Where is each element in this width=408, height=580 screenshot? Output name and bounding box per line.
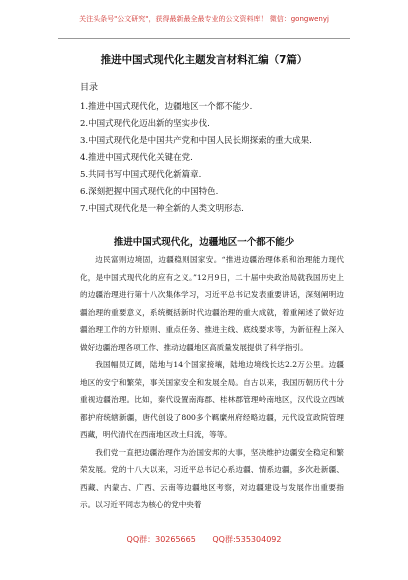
toc-item-5[interactable]: 5.共同书写中国式现代化新篇章.	[80, 170, 202, 180]
header-divider	[58, 38, 350, 39]
footer	[0, 534, 408, 545]
section-title: 推进中国式现代化，边疆地区一个都不能少	[113, 237, 295, 248]
toc-item-7[interactable]: 7.中国式现代化是一种全新的人类文明形态.	[80, 204, 244, 214]
toc-item-2[interactable]: 2.中国式现代化迈出新的坚实步伐.	[80, 119, 210, 129]
document-title: 推进中国式现代化主题发言材料汇编（7篇）	[100, 54, 308, 66]
table-of-contents	[80, 80, 380, 218]
toc-heading: 目录	[80, 83, 99, 93]
paragraph-2: 我国幅员辽阔，陆地与14个国家接壤，陆地边境线长达2.2万公里。边疆地区的安宁和繁荣，事关国家安全和发展全局。自古以来，我国历朝历代十分重视边疆治理。比如，秦代设置南海郡、桂林郡管理岭南地区，汉代设立西域都护府统辖新疆，唐代创设了800多个羁縻州府经略边疆，元代设宣政院管理西藏，明代清代在西南地区改土归流，等等。	[80, 360, 344, 439]
paragraph-3: 我们党一直把边疆治理作为治国安邦的大事，坚决维护边疆安全稳定和繁荣发展。党的十八大以来，习近平总书记心系边疆、情系边疆，多次赴新疆、西藏、内蒙古、广西、云南等边疆地区考察，对边疆建设与发展作出重要指示。以习近平同志为核心的党中央着	[80, 447, 344, 509]
footer-qq-group-2: QQ群:535304092	[212, 535, 282, 544]
toc-item-1[interactable]: 1.推进中国式现代化，边疆地区一个都不能少.	[80, 102, 253, 112]
footer-qq-group-1: QQ群：30265665	[126, 535, 196, 544]
body-text	[80, 251, 344, 514]
header-banner: 关注头条号"公文研究"，获得最新最全最专业的公文资料库！ 微信：gongwenyj	[79, 15, 329, 23]
toc-list	[80, 99, 380, 218]
toc-item-6[interactable]: 6.深刻把握中国式现代化的中国特色.	[80, 187, 219, 197]
toc-item-4[interactable]: 4.推进中国式现代化关键在党.	[80, 153, 193, 163]
toc-item-3[interactable]: 3.中国式现代化是中国共产党和中国人民长期探索的重大成果.	[80, 136, 312, 146]
paragraph-1: 边民富则边境固，边疆稳则国家安。“推进边疆治理体系和治理能力现代化，是中国式现代化的应有之义。”12月9日，二十届中央政治局就我国历史上的边疆治理进行第十八次集体学习，习近平总书记发表重要讲话，深刻阐明边疆治理的重要意义，系统概括新时代边疆治理的重大成就，着重阐述了做好边疆治理工作的方针原则、重点任务、推进主线、底线要求等，为新征程上深入做好边疆治理各项工作、推动边疆地区高质量发展提供了科学指引。	[80, 255, 344, 352]
